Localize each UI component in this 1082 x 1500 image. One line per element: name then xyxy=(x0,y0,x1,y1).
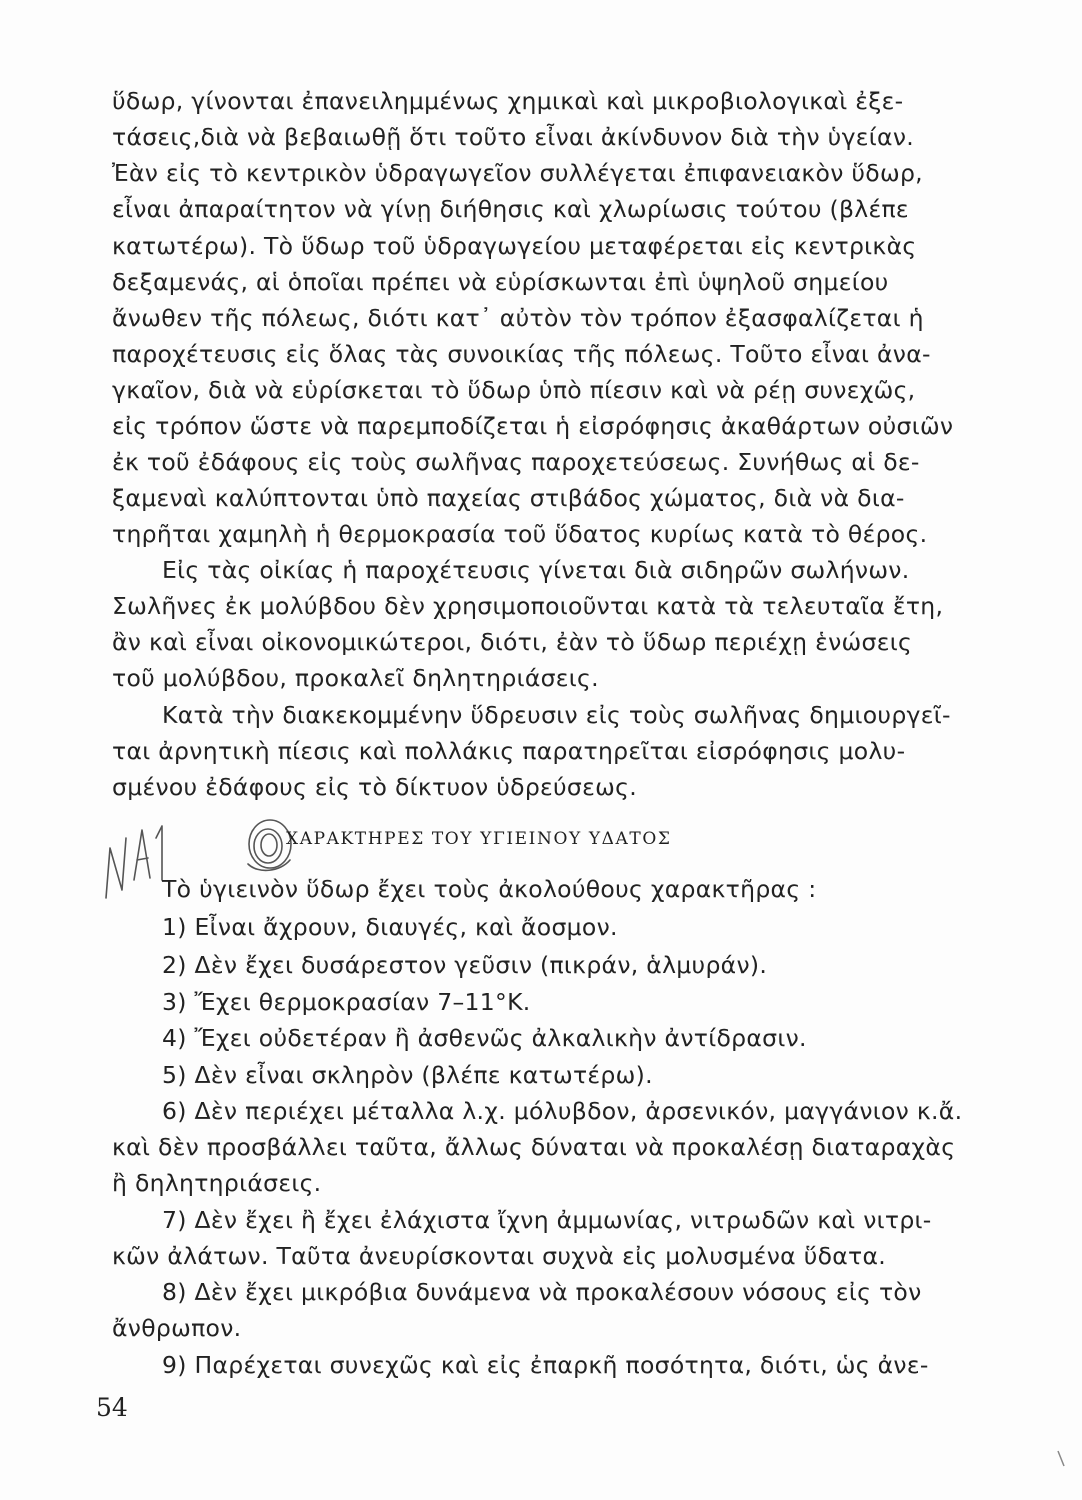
text-line: κατωτέρω). Τὸ ὕδωρ τοῦ ὑδραγωγείου μεταφέρεται εἰς κεντρικὰς xyxy=(112,232,917,260)
text-line: ἄνωθεν τῆς πόλεως, διότι κατ᾽ αὐτὸν τὸν τρόπον ἐξασφαλίζεται ἡ xyxy=(112,304,924,332)
section-heading: ΧΑΡΑΚΤΗΡΕΣ ΤΟΥ ΥΓΙΕΙΝΟΥ ΥΔΑΤΟΣ xyxy=(286,829,672,849)
text-line: Ἐὰν εἰς τὸ κεντρικὸν ὑδραγωγεῖον συλλέγεται ἐπιφανειακὸν ὕδωρ, xyxy=(112,159,923,187)
text-line: εἰς τρόπον ὥστε νὰ παρεμποδίζεται ἡ εἰσρόφησις ἀκαθάρτων οὐσιῶν xyxy=(112,412,954,440)
text-line: γκαῖον, διὰ νὰ εὑρίσκεται τὸ ὕδωρ ὑπὸ πίεσιν καὶ νὰ ρέῃ συνεχῶς, xyxy=(112,376,916,404)
list-item: 5) Δὲν εἶναι σκληρὸν (βλέπε κατωτέρω). xyxy=(162,1061,653,1089)
list-item: 2) Δὲν ἔχει δυσάρεστον γεῦσιν (πικράν, ἁλμυράν). xyxy=(162,951,768,979)
list-item: 4) Ἔχει οὐδετέραν ἢ ἀσθενῶς ἀλκαλικὴν ἀντίδρασιν. xyxy=(162,1024,807,1052)
text-line: ξαμεναὶ καλύπτονται ὑπὸ παχείας στιβάδος χώματος, διὰ νὰ δια- xyxy=(112,484,905,512)
text-line: Σωλῆνες ἐκ μολύβδου δὲν χρησιμοποιοῦνται κατὰ τὰ τελευταῖα ἔτη, xyxy=(112,592,944,620)
list-item: 6) Δὲν περιέχει μέταλλα λ.χ. μόλυβδον, ἀρσενικόν, μαγγάνιον κ.ἄ. xyxy=(162,1097,963,1125)
list-item: 7) Δὲν ἔχει ἢ ἔχει ἐλάχιστα ἴχνη ἀμμωνίας, νιτρωδῶν καὶ νιτρι- xyxy=(162,1206,932,1234)
list-item: 1) Εἶναι ἄχρουν, διαυγές, καὶ ἄοσμον. xyxy=(162,913,618,941)
text-line: ἂν καὶ εἶναι οἰκονομικώτεροι, διότι, ἐὰν τὸ ὕδωρ περιέχῃ ἑνώσεις xyxy=(112,628,913,656)
list-item: 8) Δὲν ἔχει μικρόβια δυνάμενα νὰ προκαλέσουν νόσους εἰς τὸν xyxy=(162,1278,922,1306)
text-line: Εἰς τὰς οἰκίας ἡ παροχέτευσις γίνεται διὰ σιδηρῶν σωλήνων. xyxy=(162,556,910,584)
text-line: Κατὰ τὴν διακεκομμένην ὕδρευσιν εἰς τοὺς σωλῆνας δημιουργεῖ- xyxy=(162,701,951,729)
list-item-continuation: ἢ δηλητηριάσεις. xyxy=(112,1169,322,1197)
text-line: παροχέτευσις εἰς ὅλας τὰς συνοικίας τῆς πόλεως. Τοῦτο εἶναι ἀνα- xyxy=(112,340,931,368)
text-line: ὕδωρ, γίνονται ἐπανειλημμένως χημικαὶ καὶ μικροβιολογικαὶ ἐξε- xyxy=(112,87,904,115)
list-intro: Τὸ ὑγιεινὸν ὕδωρ ἔχει τοὺς ἀκολούθους χαρακτῆρας : xyxy=(162,875,817,903)
page-number: 54 xyxy=(96,1393,128,1422)
list-item-continuation: ἄνθρωπον. xyxy=(112,1314,242,1342)
list-item: 9) Παρέχεται συνεχῶς καὶ εἰς ἐπαρκῆ ποσότητα, διότι, ὡς ἀνε- xyxy=(162,1351,929,1379)
text-line: τάσεις,διὰ νὰ βεβαιωθῇ ὅτι τοῦτο εἶναι ἀκίνδυνον διὰ τὴν ὑγείαν. xyxy=(112,123,915,151)
list-item-continuation: καὶ δὲν προσβάλλει ταῦτα, ἄλλως δύναται νὰ προκαλέσῃ διαταραχὰς xyxy=(112,1133,956,1161)
list-item-continuation: κῶν ἀλάτων. Ταῦτα ἀνευρίσκονται συχνὰ εἰς μολυσμένα ὕδατα. xyxy=(112,1242,887,1270)
list-item: 3) Ἔχει θερμοκρασίαν 7–11°Κ. xyxy=(162,988,531,1016)
text-line: ται ἀρνητικὴ πίεσις καὶ πολλάκις παρατηρεῖται εἰσρόφησις μολυ- xyxy=(112,737,906,765)
text-line: εἶναι ἀπαραίτητον νὰ γίνῃ διήθησις καὶ χλωρίωσις τούτου (βλέπε xyxy=(112,195,909,223)
text-line: δεξαμενάς, αἱ ὁποῖαι πρέπει νὰ εὑρίσκωνται ἐπὶ ὑψηλοῦ σημείου xyxy=(112,268,889,296)
scan-mark xyxy=(1056,1450,1066,1468)
text-line: τοῦ μολύβδου, προκαλεῖ δηλητηριάσεις. xyxy=(112,664,599,692)
text-line: τηρῆται χαμηλὴ ἡ θερμοκρασία τοῦ ὕδατος κυρίως κατὰ τὸ θέρος. xyxy=(112,520,928,548)
text-line: σμένου ἐδάφους εἰς τὸ δίκτυον ὑδρεύσεως. xyxy=(112,773,637,801)
text-line: ἐκ τοῦ ἐδάφους εἰς τοὺς σωλῆνας παροχετεύσεως. Συνήθως αἱ δε- xyxy=(112,448,920,476)
